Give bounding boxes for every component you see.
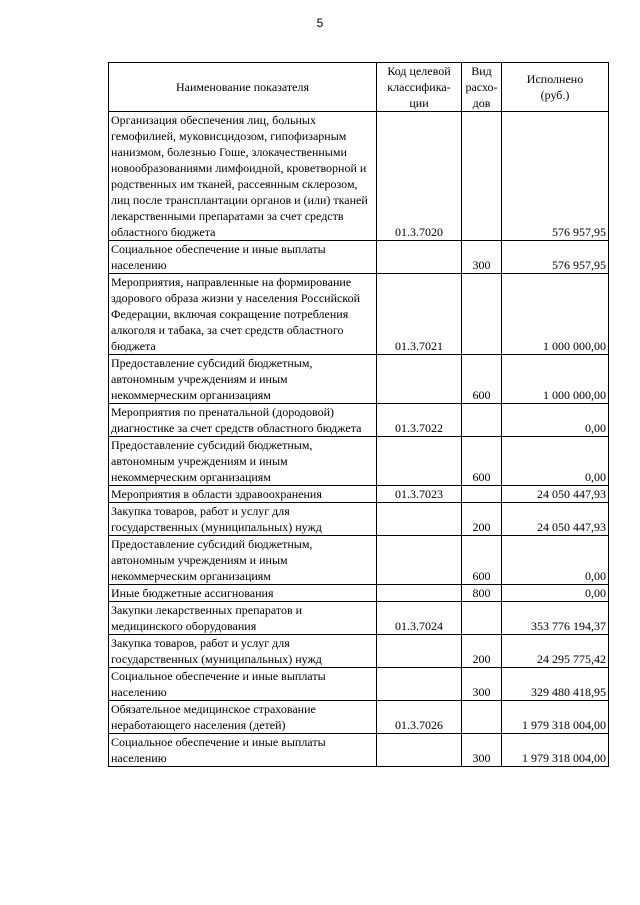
row-code-cell: 01.3.7026 — [377, 701, 462, 734]
row-sum-cell: 1 000 000,00 — [502, 274, 609, 355]
header-kind: Вид расхо- дов — [462, 63, 502, 112]
table-row — [109, 734, 609, 767]
header-sum: Исполнено (руб.) — [502, 63, 609, 112]
row-kind-cell — [462, 112, 502, 241]
row-sum-cell: 353 776 194,37 — [502, 602, 609, 635]
row-kind-cell — [462, 404, 502, 437]
row-sum-cell: 24 295 775,42 — [502, 635, 609, 668]
row-kind-cell: 300 — [462, 734, 502, 767]
row-code-cell — [377, 503, 462, 536]
row-name-cell: Предоставление субсидий бюджетным, автономным учреждениям и иным некоммерческим организациям — [109, 355, 377, 404]
row-code-cell — [377, 734, 462, 767]
row-code-cell: 01.3.7020 — [377, 112, 462, 241]
row-code-cell — [377, 355, 462, 404]
row-code-cell — [377, 437, 462, 486]
row-code-cell — [377, 668, 462, 701]
row-code-cell — [377, 635, 462, 668]
row-code-cell — [377, 536, 462, 585]
row-name-cell: Социальное обеспечение и иные выплаты населению — [109, 668, 377, 701]
row-kind-cell: 200 — [462, 503, 502, 536]
table-row — [109, 503, 609, 536]
table-row — [109, 668, 609, 701]
row-sum-cell: 24 050 447,93 — [502, 486, 609, 503]
row-kind-cell: 300 — [462, 241, 502, 274]
table-header-row — [109, 63, 609, 112]
row-name-cell: Иные бюджетные ассигнования — [109, 585, 377, 602]
row-sum-cell: 0,00 — [502, 437, 609, 486]
table-row — [109, 536, 609, 585]
row-sum-cell: 0,00 — [502, 585, 609, 602]
row-kind-cell — [462, 701, 502, 734]
row-sum-cell: 0,00 — [502, 404, 609, 437]
row-name-cell: Закупки лекарственных препаратов и медицинского оборудования — [109, 602, 377, 635]
table-row — [109, 404, 609, 437]
table-row — [109, 486, 609, 503]
table-row — [109, 274, 609, 355]
row-sum-cell: 1 979 318 004,00 — [502, 734, 609, 767]
header-code: Код целевой классифика- ции — [377, 63, 462, 112]
row-name-cell: Социальное обеспечение и иные выплаты населению — [109, 241, 377, 274]
row-name-cell: Обязательное медицинское страхование неработающего населения (детей) — [109, 701, 377, 734]
table-row — [109, 355, 609, 404]
row-kind-cell: 800 — [462, 585, 502, 602]
table-row — [109, 602, 609, 635]
row-sum-cell: 24 050 447,93 — [502, 503, 609, 536]
row-name-cell: Организация обеспечения лиц, больных гемофилией, муковисцидозом, гипофизарным нанизмом, болезнью Гоше, злокачественными новообразованиями лимфоидной, кроветворной и родственных им тканей, рассеянным склерозом, лиц после трансплантации органов и (или) тканей лекарственными препаратами за счет средств областного бюджета — [109, 112, 377, 241]
row-name-cell: Мероприятия, направленные на формирование здорового образа жизни у населения Российской Федерации, включая сокращение потребления алкоголя и табака, за счет средств областного бюджета — [109, 274, 377, 355]
row-kind-cell: 600 — [462, 437, 502, 486]
page-number: 5 — [316, 16, 324, 30]
row-name-cell: Мероприятия в области здравоохранения — [109, 486, 377, 503]
row-sum-cell: 576 957,95 — [502, 241, 609, 274]
table-row — [109, 437, 609, 486]
row-kind-cell: 200 — [462, 635, 502, 668]
row-sum-cell: 329 480 418,95 — [502, 668, 609, 701]
row-kind-cell: 600 — [462, 536, 502, 585]
table-row — [109, 112, 609, 241]
row-name-cell: Предоставление субсидий бюджетным, автономным учреждениям и иным некоммерческим организациям — [109, 437, 377, 486]
row-name-cell: Закупка товаров, работ и услуг для государственных (муниципальных) нужд — [109, 635, 377, 668]
row-kind-cell: 600 — [462, 355, 502, 404]
row-name-cell: Социальное обеспечение и иные выплаты населению — [109, 734, 377, 767]
table-row — [109, 241, 609, 274]
row-kind-cell — [462, 602, 502, 635]
row-sum-cell: 1 979 318 004,00 — [502, 701, 609, 734]
row-kind-cell: 300 — [462, 668, 502, 701]
expenditure-table — [108, 62, 609, 767]
header-name: Наименование показателя — [109, 63, 377, 112]
row-code-cell: 01.3.7023 — [377, 486, 462, 503]
row-sum-cell: 576 957,95 — [502, 112, 609, 241]
row-code-cell — [377, 585, 462, 602]
table-body — [109, 112, 609, 767]
row-kind-cell — [462, 486, 502, 503]
row-code-cell: 01.3.7021 — [377, 274, 462, 355]
row-sum-cell: 0,00 — [502, 536, 609, 585]
row-code-cell — [377, 241, 462, 274]
table-row — [109, 635, 609, 668]
row-name-cell: Предоставление субсидий бюджетным, автономным учреждениям и иным некоммерческим организациям — [109, 536, 377, 585]
table-row — [109, 701, 609, 734]
row-sum-cell: 1 000 000,00 — [502, 355, 609, 404]
row-code-cell: 01.3.7022 — [377, 404, 462, 437]
row-name-cell: Мероприятия по пренатальной (дородовой) диагностике за счет средств областного бюджета — [109, 404, 377, 437]
table-row — [109, 585, 609, 602]
row-name-cell: Закупка товаров, работ и услуг для государственных (муниципальных) нужд — [109, 503, 377, 536]
row-kind-cell — [462, 274, 502, 355]
row-code-cell: 01.3.7024 — [377, 602, 462, 635]
